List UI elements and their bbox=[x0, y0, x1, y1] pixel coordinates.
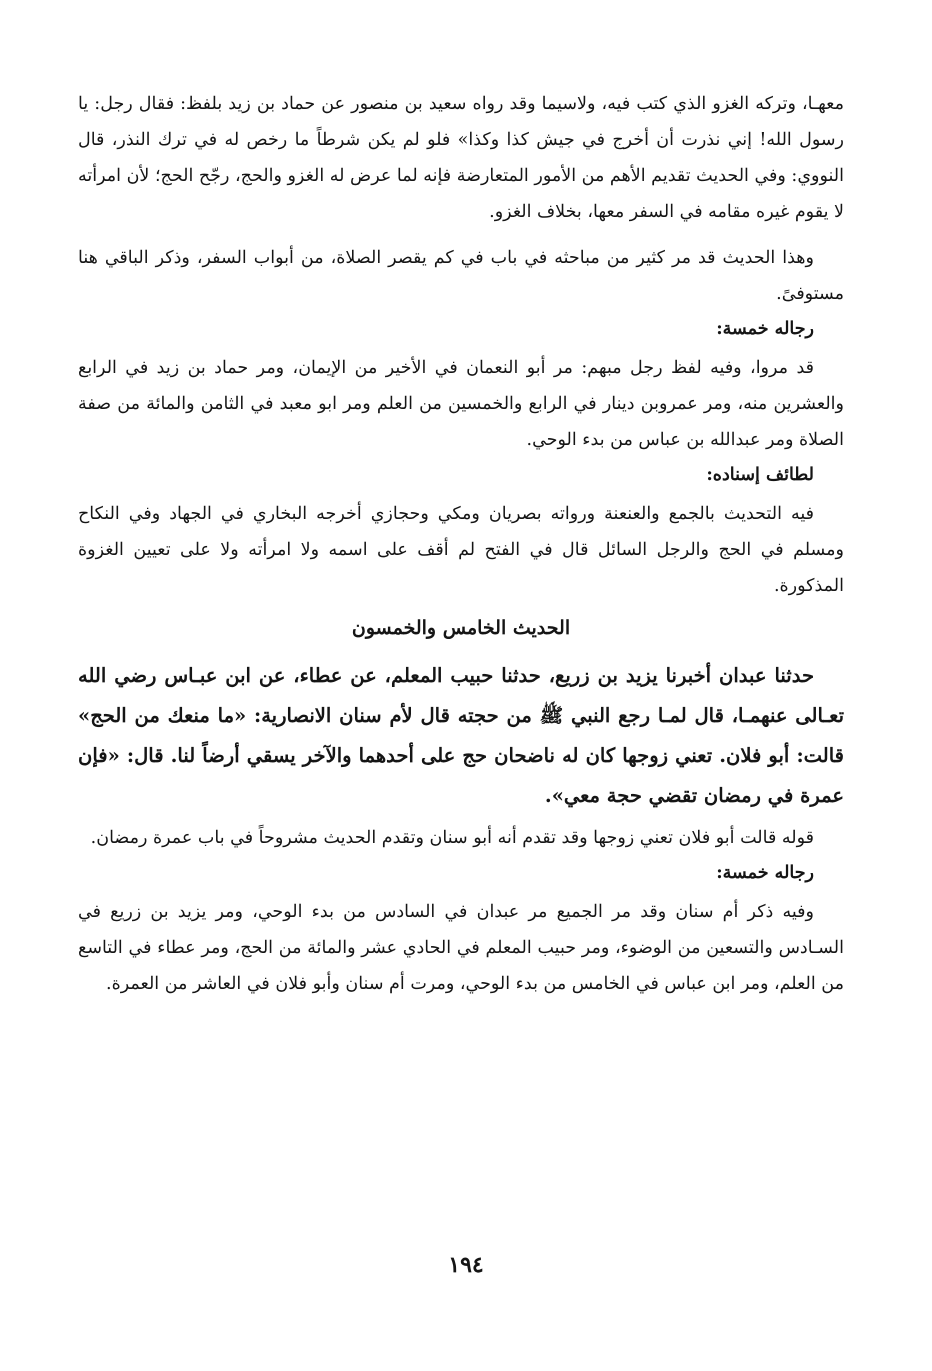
paragraph-narrators: قد مروا، وفيه لفظ رجل مبهم: مر أبو النعمان في الأخير من الإيمان، ومر حماد بن زيد في الرابع والعشرين منه، ومر عمروبن دينار في الرابع والخمسين من العلم ومر ابو معبد في الثامن والمائة من صفة الصلاة ومر عبدالله بن عباس من بدء الوحي. bbox=[78, 358, 844, 450]
paragraph-intro: معهـا، وتركه الغزو الذي كتب فيه، ولاسيما وقد رواه سعيد بن منصور عن حماد بن زيد بلفظ: فقال رجل: يا رسول الله! إني نذرت أن أخرج في جيش كذا وكذا» فلو لم يكن شرطاً ما رخص له في ترك النذر، قال النووي: وفي الحديث تقديم الأهم من الأمور المتعارضة فإنه لما عرض له الغزو والحج، رجّح الحج؛ لأن امرأته لا يقوم غيره مقامه في السفر معها، بخلاف الغزو. bbox=[78, 94, 844, 222]
heading-narrators-2: رجاله خمسة: bbox=[716, 863, 814, 883]
heading-isnad: لطائف إسناده: bbox=[706, 465, 814, 485]
page-body bbox=[78, 86, 844, 1002]
page-number: ١٩٤ bbox=[448, 1252, 484, 1278]
paragraph-isnad: فيه التحديث بالجمع والعنعنة ورواته بصريان ومكي وحجازي أخرجه البخاري في الجهاد وفي النكاح ومسلم في الحج والرجل السائل قال في الفتح لم أقف على اسمه ولا امرأته ولا على تعيين الغزوة المذكورة. bbox=[78, 504, 844, 596]
section-title: الحديث الخامس والخمسون bbox=[351, 617, 571, 639]
heading-narrators: رجاله خمسة: bbox=[716, 319, 814, 339]
paragraph-narrators-2: وفيه ذكر أم سنان وقد مر الجميع مر عبدان في السادس من بدء الوحي، ومر يزيد بن زريع في السـادس والتسعين من الوضوء، ومر حبيب المعلم في الحادي عشر والمائة من الحج، ومر عطاء في التاسع من العلم، ومر ابن عباس في الخامس من بدء الوحي، ومرت أم سنان وأبو فلان في العاشر من العمرة. bbox=[78, 902, 844, 994]
hadith-text: حدثنا عبدان أخبرنا يزيد بن زريع، حدثنا حبيب المعلم، عن عطاء، عن ابن عبـاس رضي الله تعـالى عنهمـا، قال لمـا رجع النبي ﷺ من حجته قال لأم سنان الانصارية: «ما منعك من الحج» قالت: أبو فلان. تعني زوجها كان له ناضحان حج على أحدهما والآخر يسقي أرضاً لنا. قال: «فإن عمرة في رمضان تقضي حجة معي». bbox=[78, 664, 844, 807]
paragraph-discussion: وهذا الحديث قد مر كثير من مباحثه في باب في كم يقصر الصلاة، من أبواب السفر، وذكر الباقي هنا مستوفىً. bbox=[78, 248, 844, 304]
paragraph-commentary: قوله قالت أبو فلان تعني زوجها وقد تقدم أنه أبو سنان وتقدم الحديث مشروحاً في باب عمرة رمضان. bbox=[90, 828, 814, 848]
